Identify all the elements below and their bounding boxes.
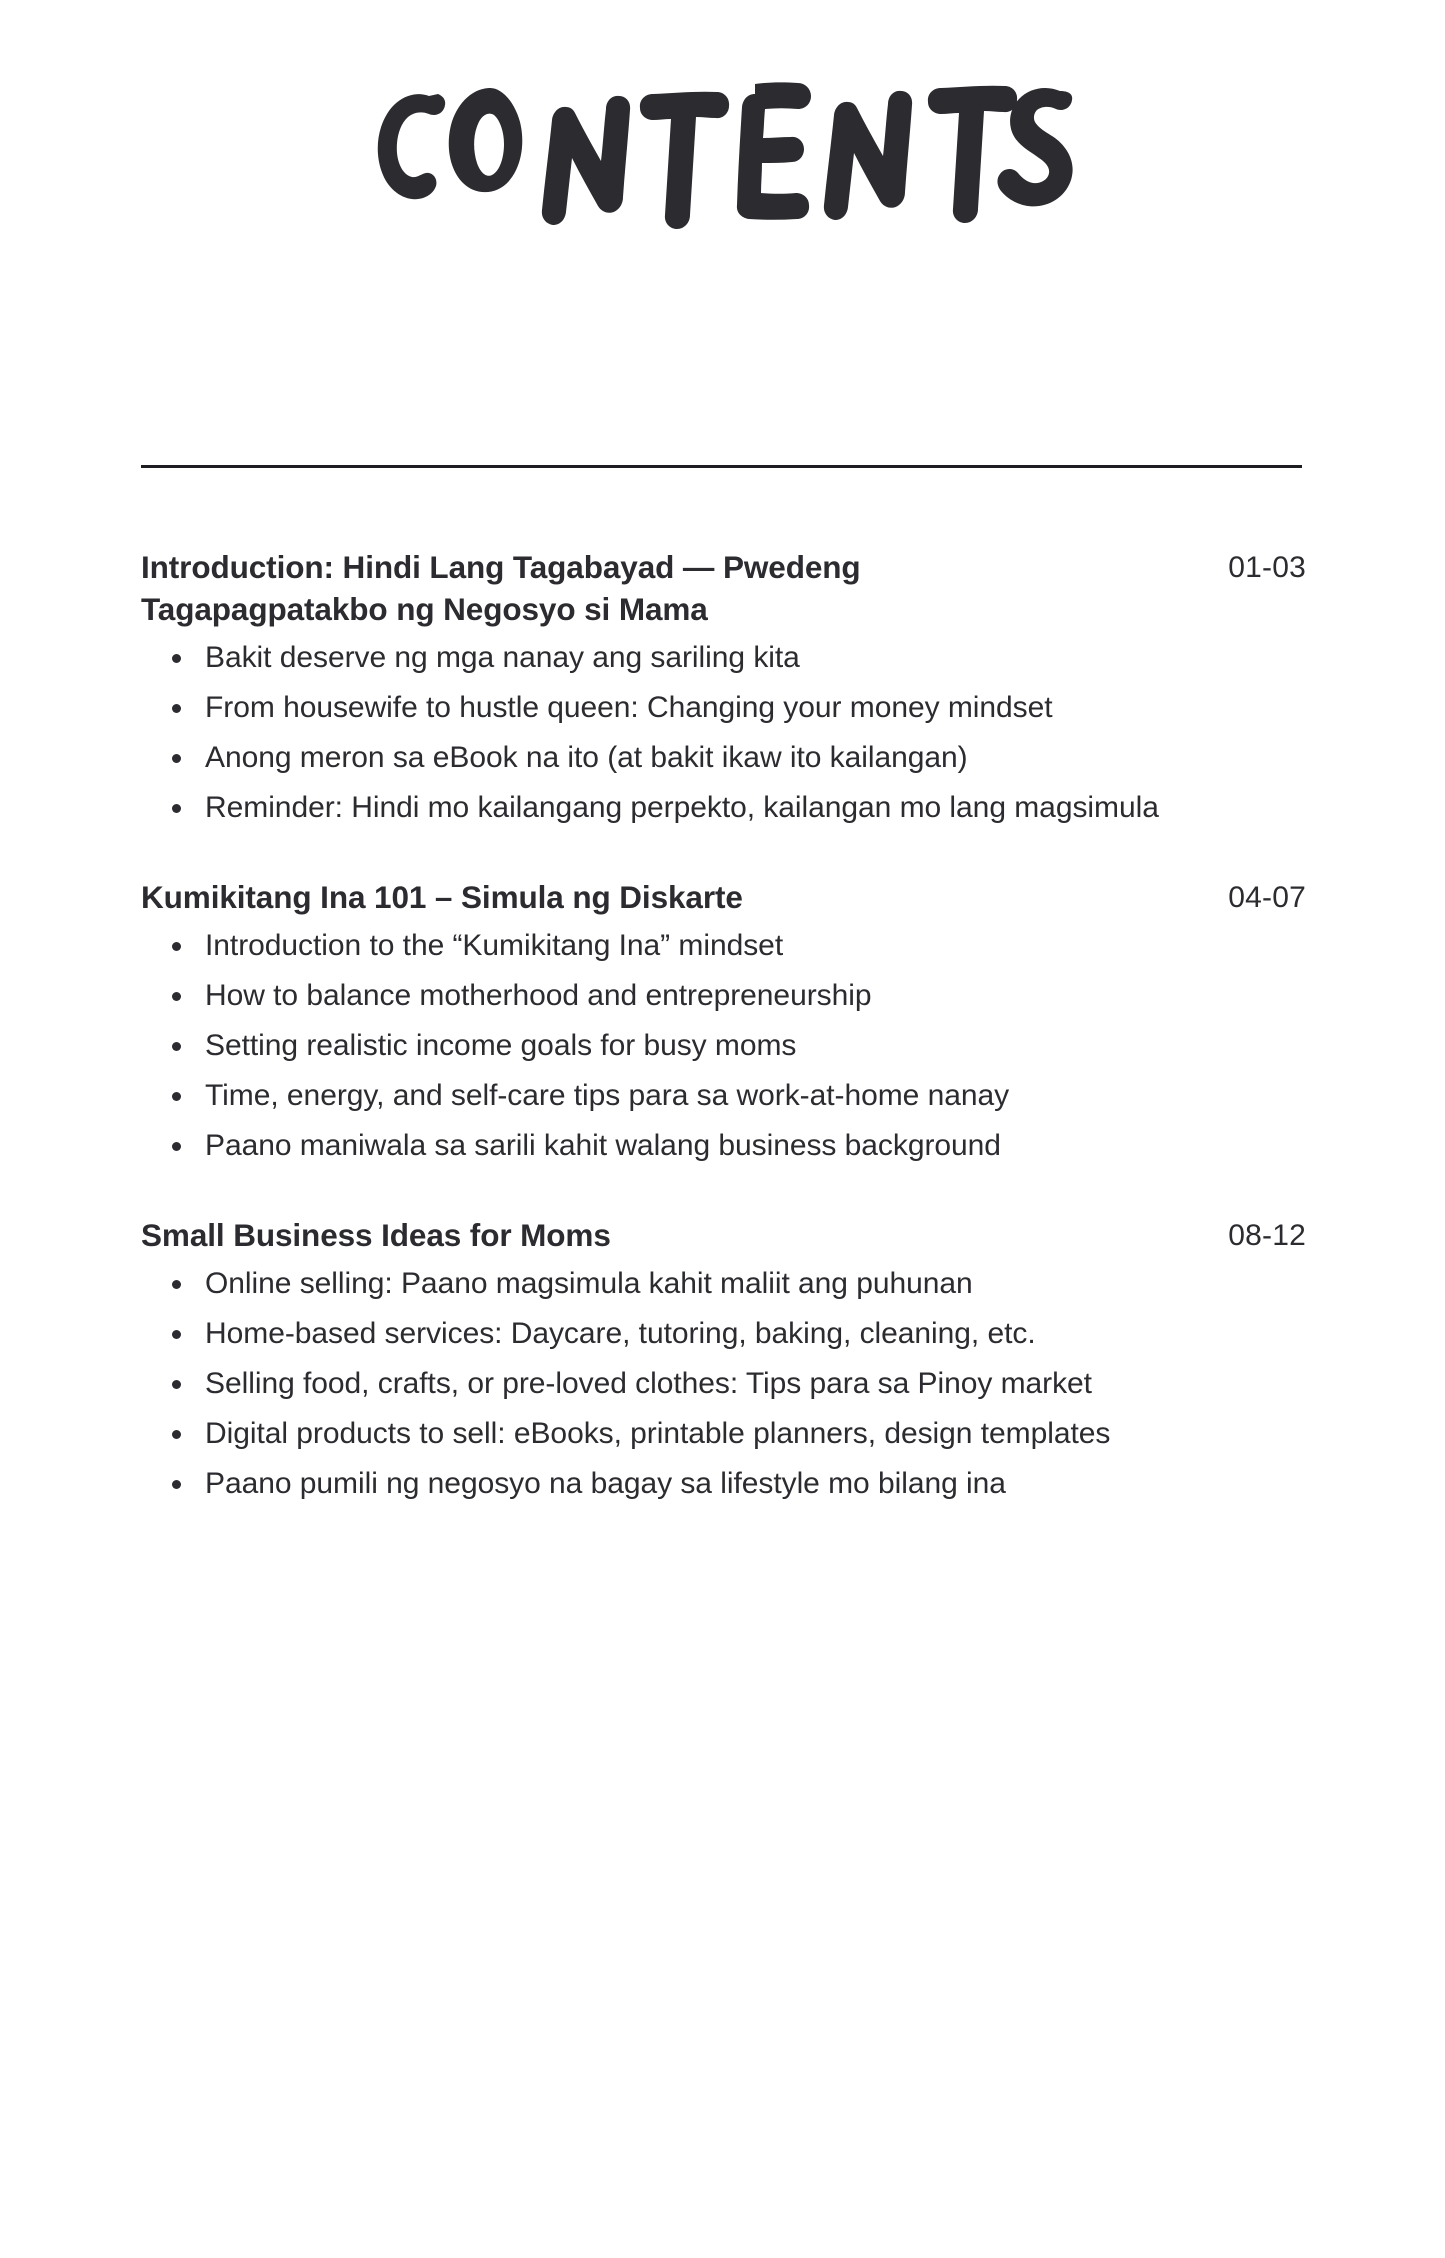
title-divider [141,465,1302,468]
list-item [141,1459,1245,1509]
list-item [141,1259,1245,1309]
list-item-label: Reminder: Hindi mo kailangang perpekto, kailangan mo lang magsimula [205,790,1159,824]
list-item-label: Introduction to the “Kumikitang Ina” mindset [205,928,784,962]
list-item-label: Bakit deserve ng mga nanay ang sariling kita [205,640,800,674]
list-item-label: Anong meron sa eBook na ito (at bakit ikaw ito kailangan) [205,740,968,774]
bullet-icon [172,1092,181,1101]
list-item-label: Home-based services: Daycare, tutoring, baking, cleaning, etc. [205,1316,1036,1350]
bullet-icon [172,804,181,813]
list-item-label: Time, energy, and self-care tips para sa work-at-home nanay [205,1078,1010,1112]
bullet-icon [172,1142,181,1151]
toc-section-header [141,1215,1306,1257]
list-item [141,733,1245,783]
table-of-contents [141,547,1306,1509]
list-item-label: Digital products to sell: eBooks, printable planners, design templates [205,1416,1111,1450]
bullet-icon [172,1380,181,1389]
list-item [141,1121,1245,1171]
list-item [141,971,1245,1021]
list-item [141,1409,1245,1459]
toc-item-list [141,1259,1306,1509]
bullet-icon [172,1480,181,1489]
page-title-lettering [363,74,1083,244]
toc-section-title: Introduction: Hindi Lang Tagabayad — Pwedeng Tagapagpatakbo ng Negosyo si Mama [141,549,861,627]
toc-section-header [141,547,1306,631]
bullet-icon [172,1280,181,1289]
toc-section [141,547,1306,833]
toc-section-pages: 01-03 [1228,551,1306,584]
list-item [141,783,1245,833]
bullet-icon [172,992,181,1001]
list-item-label: How to balance motherhood and entrepreneurship [205,978,872,1012]
list-item [141,921,1245,971]
list-item-label: Online selling: Paano magsimula kahit maliit ang puhunan [205,1266,973,1300]
list-item-label: From housewife to hustle queen: Changing your money mindset [205,690,1053,724]
list-item [141,1021,1245,1071]
toc-section [141,1215,1306,1509]
toc-section-title: Kumikitang Ina 101 – Simula ng Diskarte [141,878,743,915]
list-item-label: Paano pumili ng negosyo na bagay sa lifestyle mo bilang ina [205,1466,1006,1500]
bullet-icon [172,942,181,951]
toc-section-title: Small Business Ideas for Moms [141,1216,611,1253]
list-item [141,1309,1245,1359]
bullet-icon [172,754,181,763]
toc-section-pages: 04-07 [1228,880,1306,914]
list-item [141,1071,1245,1121]
bullet-icon [172,654,181,663]
bullet-icon [172,1330,181,1339]
bullet-icon [172,704,181,713]
toc-section [141,877,1306,1171]
toc-item-list [141,633,1306,833]
list-item [141,633,1245,683]
list-item [141,683,1245,733]
page-title [0,74,1445,274]
toc-item-list [141,921,1306,1171]
toc-section-pages: 08-12 [1228,1218,1306,1252]
list-item-label: Setting realistic income goals for busy moms [205,1028,797,1062]
list-item [141,1359,1245,1409]
toc-section-header [141,877,1306,919]
bullet-icon [172,1430,181,1439]
list-item-label: Selling food, crafts, or pre-loved clothes: Tips para sa Pinoy market [205,1366,1092,1400]
bullet-icon [172,1042,181,1051]
list-item-label: Paano maniwala sa sarili kahit walang business background [205,1128,1001,1162]
